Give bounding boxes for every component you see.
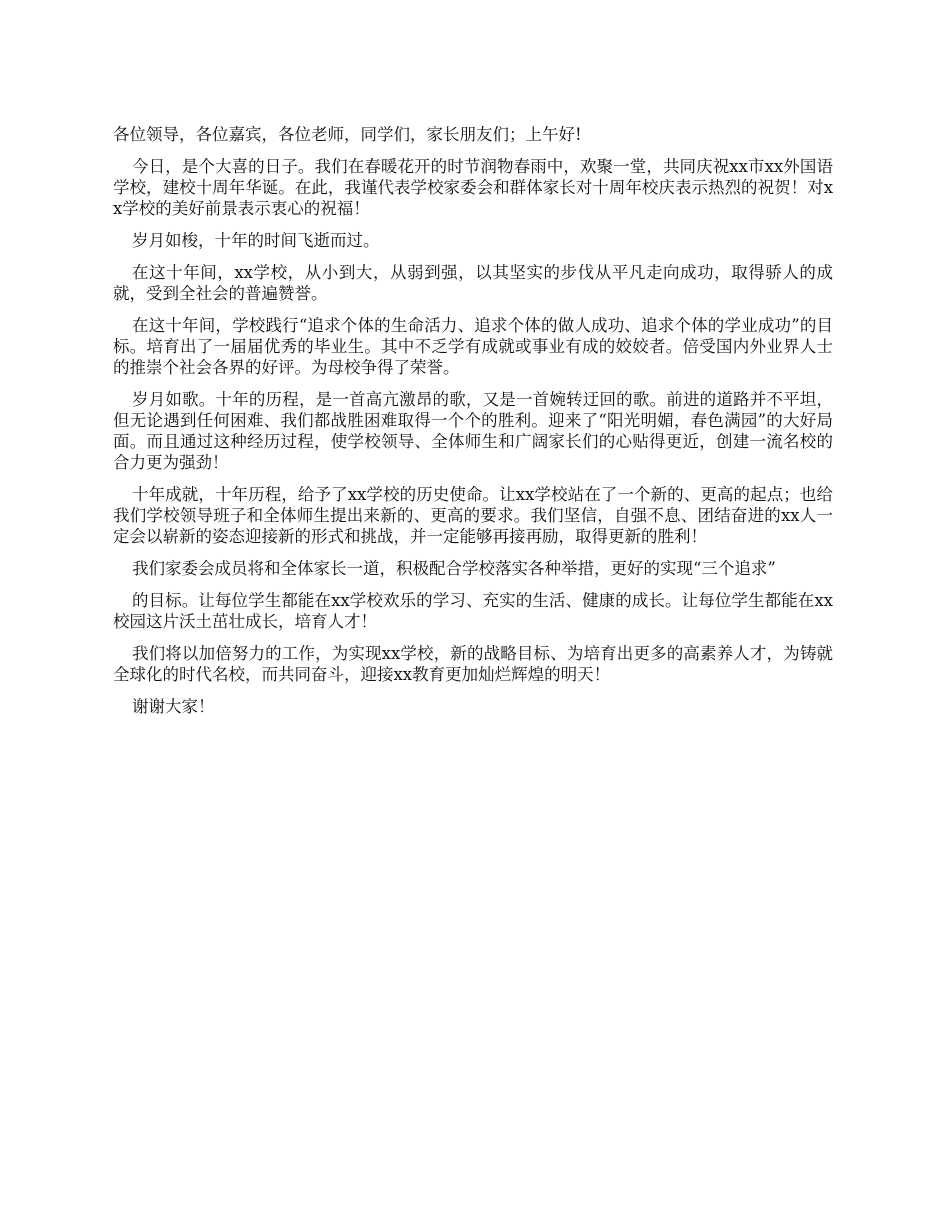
- paragraph-time-passing: 岁月如梭，十年的时间飞逝而过。: [132, 231, 380, 250]
- paragraph-growth: 在这十年间，xx学校，从小到大，从弱到强，以其坚实的步伐从平凡走向成功，取得骄人的成就，受到全社会的普遍赞誉。: [113, 263, 833, 303]
- paragraph-students: 的目标。让每位学生都能在xx学校欢乐的学习、充实的生活、健康的成长。让每位学生都能在xx校园这片沃土茁壮成长，培育人才！: [113, 591, 833, 631]
- paragraph-committee: 我们家委会成员将和全体家长一道，积极配合学校落实各种举措，更好的实现“三个追求”: [132, 559, 776, 578]
- paragraph-journey: 岁月如歌。十年的历程，是一首高亢激昂的歌，又是一首婉转迂回的歌。前进的道路并不平坦，但无论遇到任何困难、我们都战胜困难取得一个个的胜利。迎来了“阳光明媚，春色满园”的大好局面。而且通过这种经历过程，使学校领导、全体师生和广阔家长们的心贴得更近，创建一流名校的合力更为强劲！: [113, 390, 833, 472]
- paragraph-goals: 在这十年间，学校践行“追求个体的生命活力、追求个体的做人成功、追求个体的学业成功”的目标。培育出了一届届优秀的毕业生。其中不乏学有成就或事业有成的姣姣者。倍受国内外业界人士的推崇个社会各界的好评。为母校争得了荣誉。: [113, 316, 833, 377]
- closing-thanks: 谢谢大家！: [132, 697, 215, 716]
- document-body: [113, 124, 833, 728]
- greeting-paragraph: 各位领导，各位嘉宾，各位老师，同学们，家长朋友们；上午好!: [113, 125, 582, 144]
- paragraph-opening: 今日，是个大喜的日子。我们在春暖花开的时节润物春雨中，欢聚一堂，共同庆祝xx市xx外国语学校，建校十周年华诞。在此，我谨代表学校家委会和群体家长对十周年校庆表示热烈的祝贺！对xx学校的美好前景表示衷心的祝福！: [113, 157, 833, 218]
- paragraph-mission: 十年成就，十年历程，给予了xx学校的历史使命。让xx学校站在了一个新的、更高的起点；也给我们学校领导班子和全体师生提出来新的、更高的要求。我们坚信，自强不息、团结奋进的xx人一定会以崭新的姿态迎接新的形式和挑战，并一定能够再接再励，取得更新的胜利！: [113, 485, 833, 546]
- paragraph-future: 我们将以加倍努力的工作，为实现xx学校，新的战略目标、为培育出更多的高素养人才，为铸就全球化的时代名校，而共同奋斗，迎接xx教育更加灿烂辉煌的明天！: [113, 644, 833, 684]
